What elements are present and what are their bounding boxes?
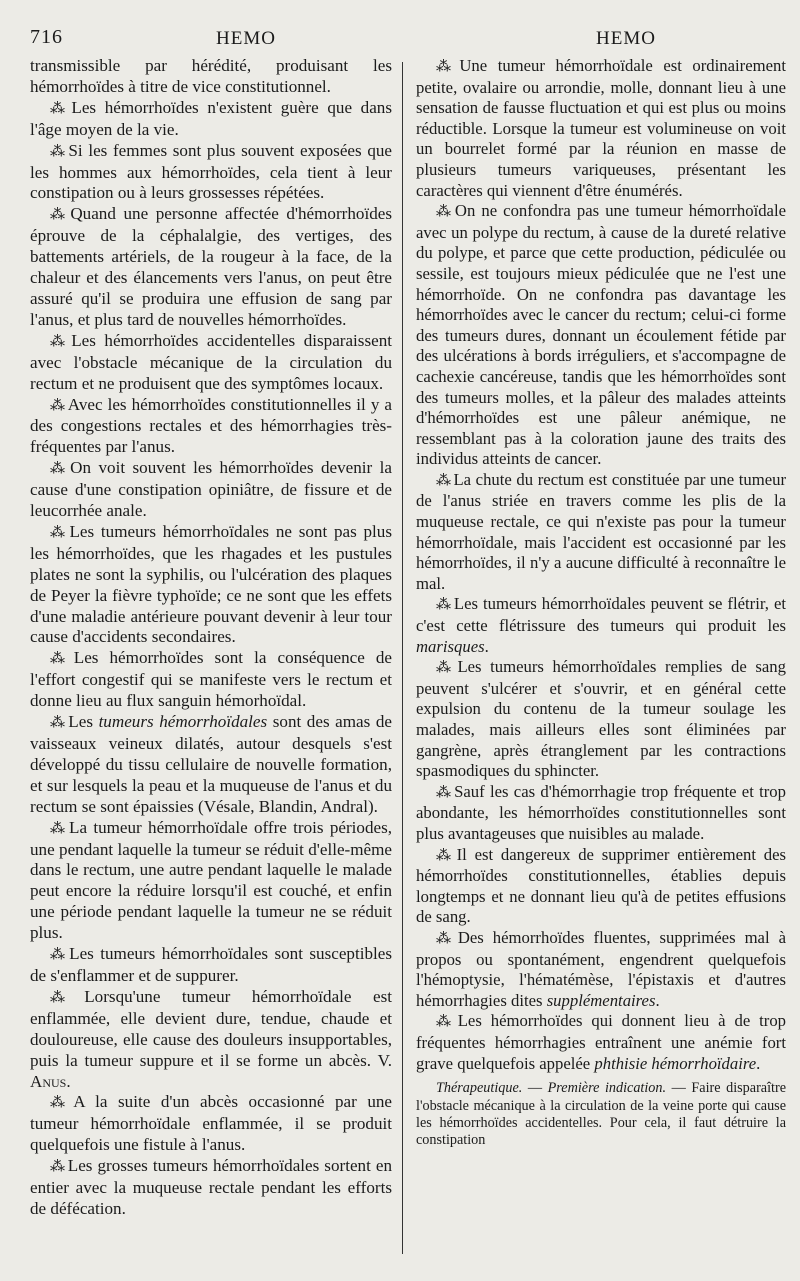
asterism-icon: ⁂ [50,333,69,350]
paragraph: transmissible par hérédité, produisant les hémorrhoïdes à titre de vice constitutionnel. [30,56,392,96]
italic-term: tumeurs hémorrhoïdales [98,712,268,732]
paragraph: ⁂ Les hémorrhoïdes n'existent guère que dans l'âge moyen de la vie. [30,97,393,139]
asterism-icon: ⁂ [50,715,66,732]
running-head-right: HEMO [596,28,656,49]
paragraph: ⁂ Lorsqu'une tumeur hémorrhoïdale est enflammée, elle devient dure, tendue, chaude et douloureuse, elle cause des douleurs insupportables, puis la tumeur suppure et il se forme un abcès. V. Anus. [30,986,393,1091]
asterism-icon: ⁂ [50,820,67,837]
paragraph: ⁂ Des hémorrhoïdes fluentes, supprimées mal à propos ou spontanément, engendrent quelquefois l'hémoptysie, l'hématémèse, l'épistaxis et d'autres hémorrhagies dites supplémentaires. [416,927,786,1010]
paragraph: ⁂ Les tumeurs hémorrhoïdales sont des amas de vaisseaux veineux dilatés, autour desquels s'est développé du tissu cellulaire de nouvelle formation, et sur lesquels la peau et la muqueuse de l'anus et du rectum se sont épaissies (Vésale, Blandin, Andral). [30,712,392,816]
asterism-icon: ⁂ [50,524,67,541]
paragraph: ⁂ Si les femmes sont plus souvent exposées que les hommes aux hémorrhoïdes, cela tient à leur constipation ou à leurs grossesses répétées. [30,140,393,203]
paragraph: ⁂ Les hémorrhoïdes sont la conséquence de l'effort congestif qui se manifeste vers le rectum et donne lieu au flux sanguin hémorhoïdal. [30,648,392,711]
asterism-icon: ⁂ [436,847,454,864]
paragraph: ⁂ On ne confondra pas une tumeur hémorrhoïdale avec un polype du rectum, à cause de la dureté relative du polype, et parce que cette production, pédiculée ou sessile, est toujours mieux pédiculée que ne l'est une hémorrhoïde. On ne confondra pas davantage les hémorrhoïdes avec le cancer du rectum; celui-ci forme des tumeurs dures, donnant un écoulement fétide par des ulcérations à bords irréguliers, et s'accompagne de cachexie cancéreuse, tandis que les hémorrhoïdes sont des tumeurs molles, et la pâleur des malades atteints d'hémorrhoïdes est une pâleur anémique, ne ressemblant pas à la coloration jaune des traits des individus atteints de cancer. [416,201,786,469]
paragraph: ⁂ Sauf les cas d'hémorrhagie trop fréquente et trop abondante, les hémorrhoïdes constitutionnelles sont plus avantageuses que nuisibles au malade. [416,781,786,843]
asterism-icon: ⁂ [50,461,68,478]
page-number: 716 [30,26,63,48]
asterism-icon: ⁂ [50,989,82,1006]
italic-term: marisques [416,636,485,656]
paragraph: ⁂ Il est dangereux de supprimer entièrement des hémorrhoïdes constitutionnelles, établies depuis longtemps et ne donnant lieu qu'à de petites effusions de sang. [416,844,786,927]
paragraph: ⁂ Quand une personne affectée d'hémorrhoïdes éprouve de la céphalalgie, des vertiges, des battements artériels, de la rougeur à la face, de la chaleur et des élancements vers l'anus, on peut être assuré qu'il se produira une effusion de sang par l'anus, et plus tard de nouvelles hémorrhoïdes. [30,204,392,329]
section-label: Thérapeutique. [436,1080,523,1097]
paragraph: ⁂ La chute du rectum est constituée par une tumeur de l'anus striée en travers comme les plis de la muqueuse rectale, ce qui n'existe pas pour la tumeur hémorrhoïdale, mais l'accident est occasionné par les hémorrhoïdes, il n'y a aucune difficulté à reconnaître le mal. [416,469,787,593]
asterism-icon: ⁂ [436,597,451,614]
running-head-left: HEMO [216,28,276,49]
asterism-icon: ⁂ [50,947,67,964]
paragraph: ⁂ Les tumeurs hémorrhoïdales remplies de sang peuvent s'ulcérer et s'ouvrir, et en général cette expulsion du contenu de la tumeur soulage les malades, mais ailleurs elles sont éliminées par gangrène, après étranglement par les contractions spasmodiques du sphincter. [416,657,786,781]
asterism-icon: ⁂ [50,143,66,160]
asterism-icon: ⁂ [436,472,451,489]
paragraph: ⁂ La tumeur hémorrhoïdale offre trois périodes, une pendant laquelle la tumeur se réduit d'elle-même dans le rectum, une autre pendant laquelle le malade peut encore la réduire lorsqu'il est couché, et enfin une période pendant laquelle la tumeur ne se réduit plus. [30,817,393,943]
asterism-icon: ⁂ [50,1159,65,1176]
paragraph: ⁂ Avec les hémorrhoïdes constitutionnelles il y a des congestions rectales et des hémorrhagies très-fréquentes par l'anus. [30,394,392,457]
column-divider [402,62,403,1254]
right-column [416,56,786,1150]
paragraph: ⁂ Les hémorrhoïdes qui donnent lieu à de trop fréquentes hémorrhagies entraînent une anémie fort grave quelquefois appelée phthisie hémorrhoïdaire. [416,1011,787,1073]
asterism-icon: ⁂ [436,59,457,75]
paragraph: ⁂ Les tumeurs hémorrhoïdales peuvent se flétrir, et c'est cette flétrissure des tumeurs qui produit les marisques. [416,594,787,656]
paragraph: ⁂ Les tumeurs hémorrhoïdales sont susceptibles de s'enflammer et de suppurer. [30,944,393,985]
therapeutique-paragraph: Thérapeutique. — Première indication. — Faire disparaître l'obstacle mécanique à la circulation de la veine porte qui cause les hémorrhoïdes accidentelles. Pour cela, il faut détruire la constipation [416,1080,786,1149]
asterism-icon: ⁂ [436,784,452,801]
left-column [30,56,392,1220]
paragraph: ⁂ On voit souvent les hémorrhoïdes devenir la cause d'une constipation opiniâtre, de fissure et de leucorrhée anale. [30,458,393,521]
asterism-icon: ⁂ [50,1095,71,1112]
asterism-icon: ⁂ [50,651,71,668]
paragraph: ⁂ Les hémorrhoïdes accidentelles disparaissent avec l'obstacle mécanique de la circulation du rectum et ne produisent que des symptômes locaux. [30,330,392,393]
paragraph: ⁂ Les tumeurs hémorrhoïdales ne sont pas plus les hémorrhoïdes, que les rhagades et les pustules plates ne sont la syphilis, ou l'ulcération des plaques de Peyer la fièvre typhoïde; ce ne sont que les effets d'une maladie antérieure pouvant devenir à leur tour cause d'accidents secondaires. [30,521,392,647]
indication-label: Première indication. [547,1080,667,1097]
asterism-icon: ⁂ [436,204,452,221]
asterism-icon: ⁂ [436,1014,455,1031]
paragraph: ⁂ A la suite d'un abcès occasionné par une tumeur hémorrhoïdale enflammée, il se produit quelquefois une fistule à l'anus. [30,1092,393,1155]
paragraph: ⁂ Une tumeur hémorrhoïdale est ordinairement petite, ovalaire ou arrondie, molle, donnant lieu à une sensation de fausse fluctuation et qui est plus ou moins réductible. Lorsque la tumeur est volumineuse on voit un bourrelet formé par la réunion en masse de plusieurs tumeurs variqueuses, présentant les caractères qui viennent d'être énumérés. [416,56,786,200]
cross-reference: Anus [30,1071,67,1091]
asterism-icon: ⁂ [50,100,69,117]
asterism-icon: ⁂ [436,930,455,947]
asterism-icon: ⁂ [50,397,65,414]
paragraph: ⁂ Les grosses tumeurs hémorrhoïdales sortent en entier avec la muqueuse rectale pendant les efforts de défécation. [30,1156,393,1218]
italic-term: supplémentaires [546,990,656,1010]
page-header [26,26,786,56]
asterism-icon: ⁂ [50,207,68,224]
asterism-icon: ⁂ [436,660,455,677]
italic-term: phthisie hémorrhoïdaire [594,1053,757,1073]
